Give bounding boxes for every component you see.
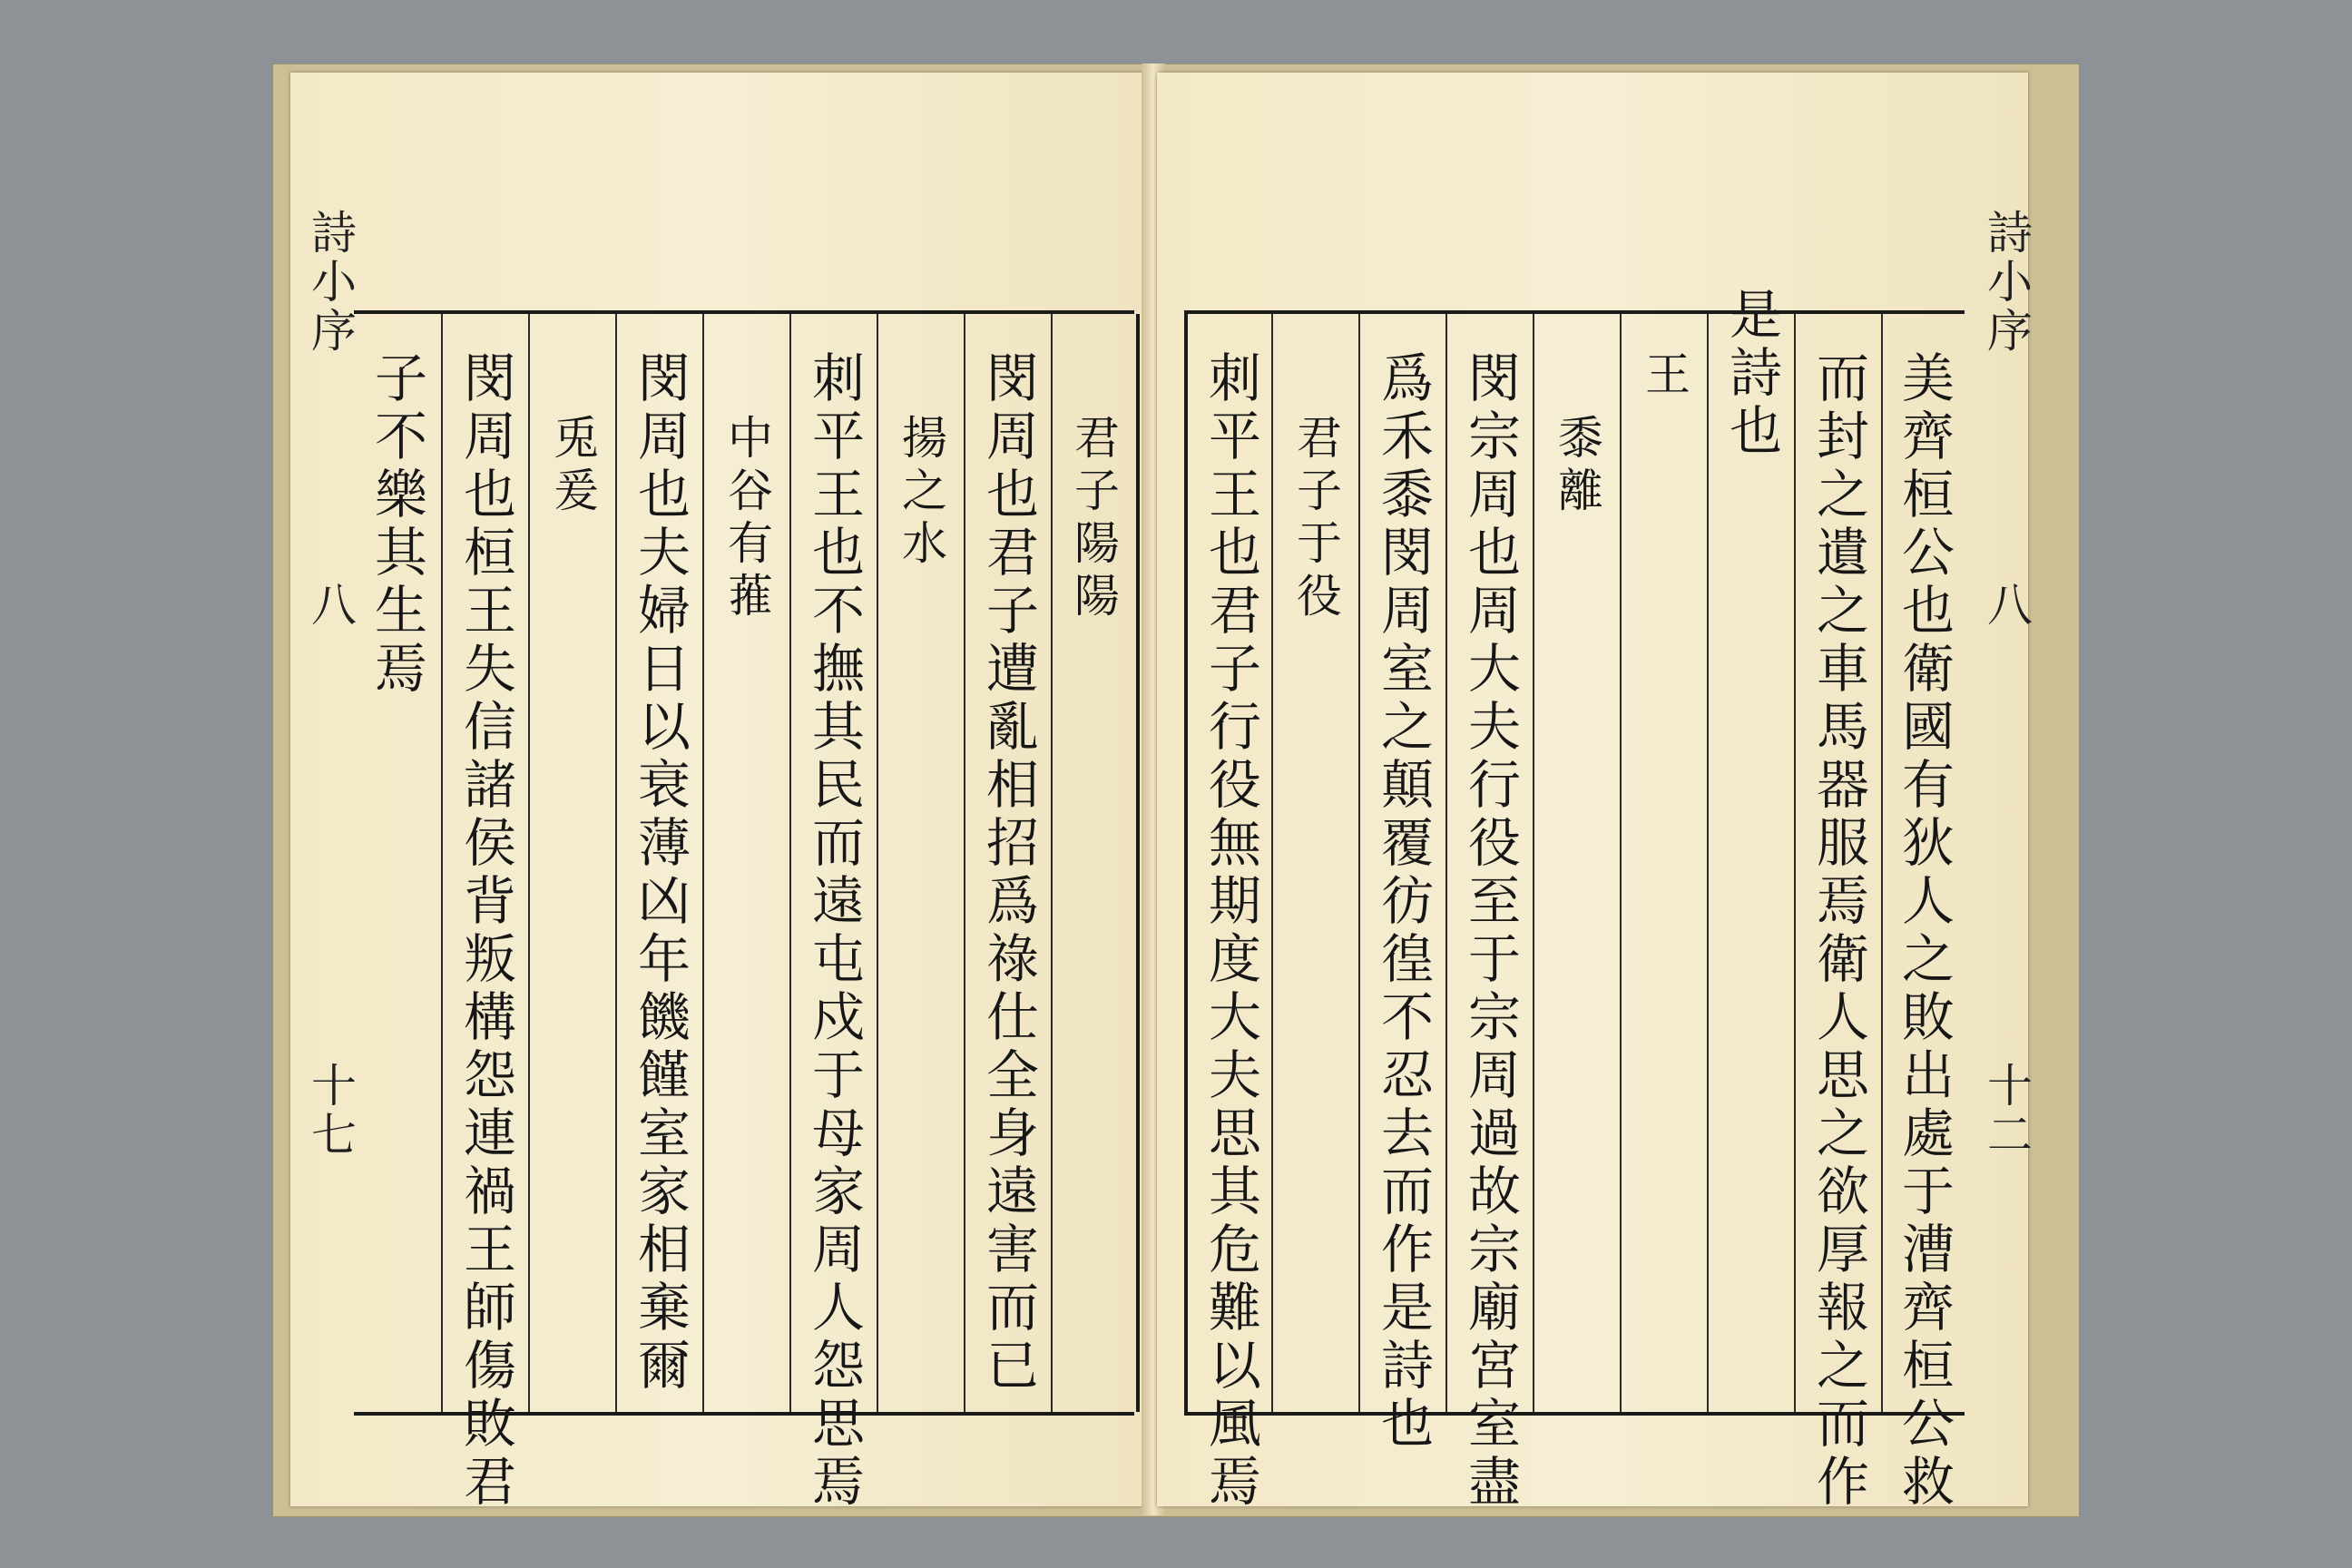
left-column-5-text: 中谷有蓷	[720, 414, 773, 624]
left-text-frame	[354, 310, 1134, 1512]
right-text-frame	[1184, 287, 1965, 1512]
right-column-4-text: 王	[1638, 350, 1690, 403]
left-page-folio: 十七	[304, 1062, 357, 1160]
left-column-9-text: 子不樂其生焉	[366, 350, 427, 699]
open-book	[272, 64, 2078, 1515]
right-column-5-text: 黍離	[1551, 414, 1603, 519]
left-column-8	[441, 314, 530, 1512]
right-column-3	[1707, 287, 1796, 1412]
left-column-8-text: 閔周也桓王失信諸侯背叛構怨連禍王師傷敗君	[455, 350, 516, 1512]
left-page	[290, 73, 1148, 1512]
right-column-5	[1533, 314, 1622, 1412]
right-column-7	[1358, 314, 1447, 1454]
right-column-1	[1881, 314, 1966, 1512]
right-column-4	[1620, 314, 1709, 1412]
left-column-2-text: 閔周也君子遭亂相招爲祿仕全身遠害而已	[977, 350, 1039, 1396]
left-column-1	[1051, 314, 1140, 1412]
left-column-2	[964, 314, 1053, 1412]
left-column-4	[789, 314, 878, 1512]
left-column-7-text: 兎爰	[546, 414, 599, 519]
left-page-title: 詩小序	[304, 209, 357, 356]
right-column-6	[1446, 314, 1534, 1512]
left-column-5	[702, 314, 791, 1412]
left-column-1-text: 君子陽陽	[1067, 414, 1120, 624]
right-column-8-text: 君子于役	[1289, 414, 1342, 624]
right-column-9-text: 刺平王也君子行役無期度大夫思其危難以風焉	[1200, 350, 1261, 1512]
right-column-1-text: 美齊桓公也衛國有狄人之敗出處于漕齊桓公救	[1893, 350, 1955, 1512]
left-page-volume: 八	[304, 581, 357, 630]
right-column-8	[1271, 314, 1360, 1412]
right-column-3-text: 是詩也	[1720, 287, 1782, 461]
left-column-6	[615, 314, 704, 1412]
right-column-2	[1794, 314, 1883, 1512]
left-column-7	[528, 314, 617, 1412]
right-column-9	[1184, 314, 1275, 1512]
right-page-folio: 十二	[1980, 1062, 2033, 1160]
right-column-2-text: 而封之遺之車馬器服焉衛人思之欲厚報之而作	[1808, 350, 1869, 1512]
left-column-3-text: 揚之水	[895, 414, 947, 572]
right-page	[1157, 73, 2033, 1512]
right-column-7-text: 爲禾黍閔周室之顛覆彷徨不忍去而作是詩也	[1372, 350, 1434, 1454]
right-column-6-text: 閔宗周也周大夫行役至于宗周過故宗廟宮室盡	[1459, 350, 1521, 1512]
left-column-4-text: 刺平王也不撫其民而遠屯戍于母家周人怨思焉	[803, 350, 865, 1512]
right-page-volume: 八	[1980, 581, 2033, 630]
right-page-title: 詩小序	[1980, 209, 2033, 356]
left-column-3	[877, 314, 965, 1412]
left-column-9	[354, 314, 441, 1412]
left-column-6-text: 閔周也夫婦日以衰薄凶年饑饉室家相棄爾	[629, 350, 691, 1396]
